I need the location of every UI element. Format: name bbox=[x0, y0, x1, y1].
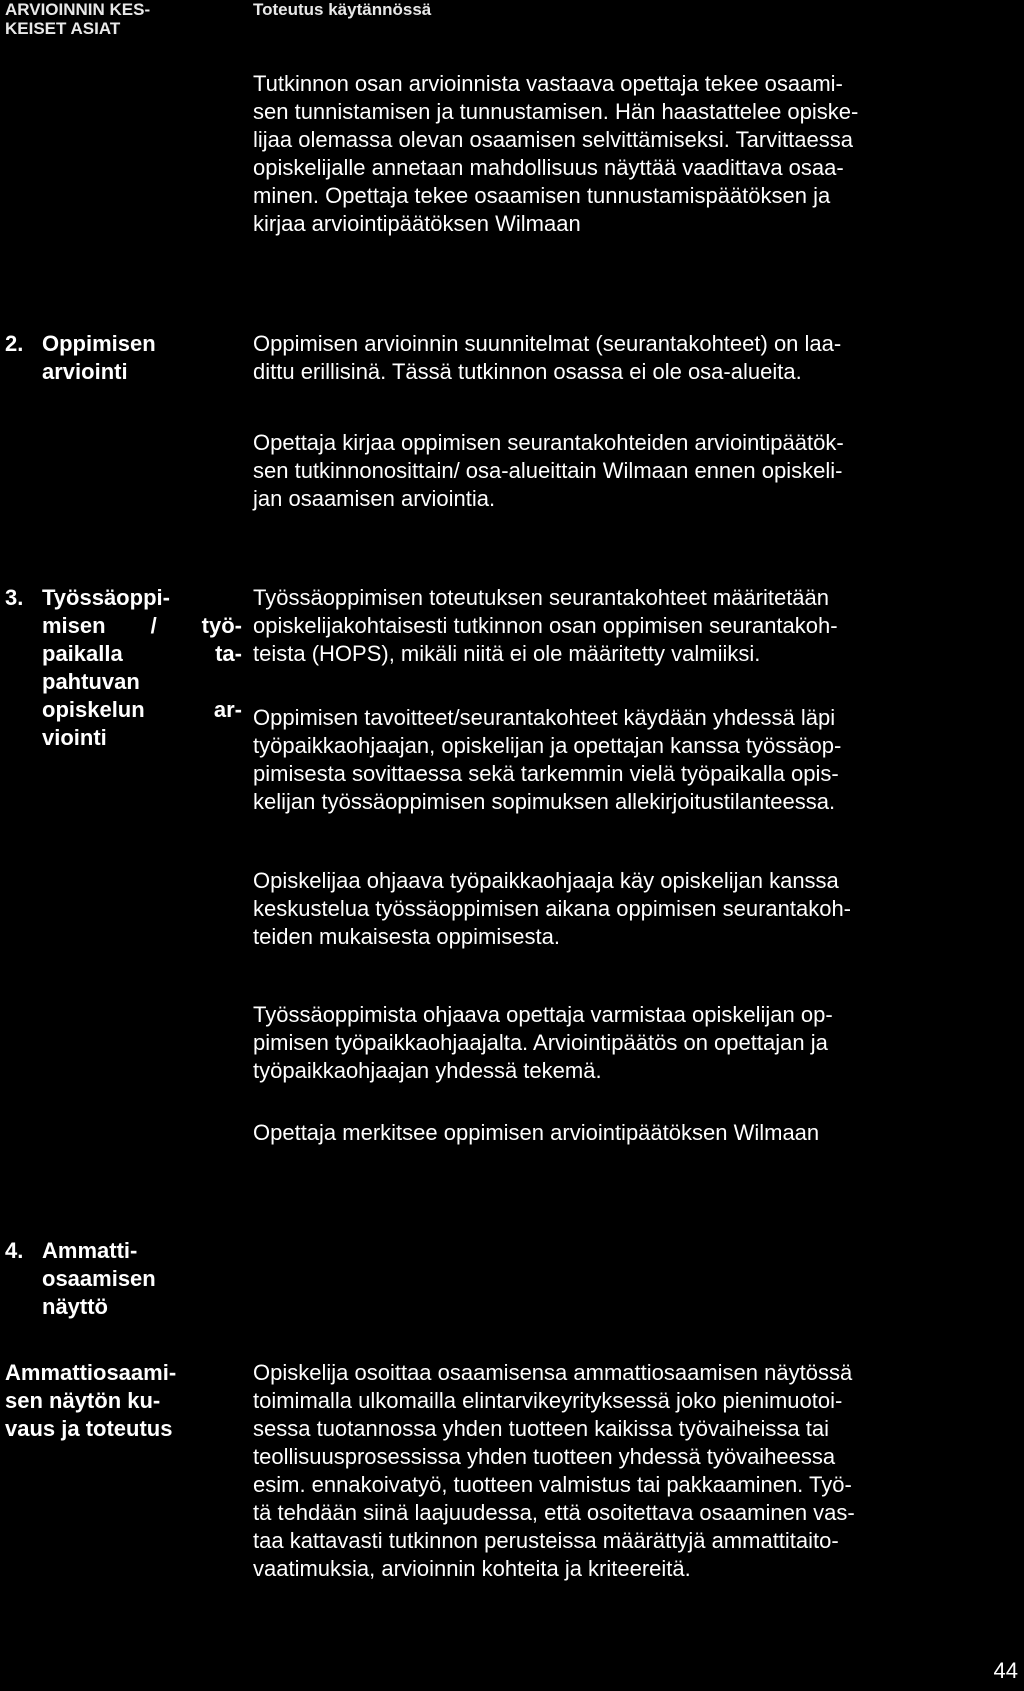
section-3-label-line bbox=[42, 640, 242, 668]
intro-paragraph bbox=[253, 70, 1013, 238]
section-4-sub-label-line: vaus ja toteutus bbox=[5, 1416, 173, 1441]
text-line: Opettaja merkitsee oppimisen arviointipäätöksen Wilmaan bbox=[253, 1120, 820, 1145]
column-header-assessment-items-line1: ARVIOINNIN KES- bbox=[5, 0, 151, 19]
section-3-label bbox=[42, 584, 242, 752]
section-3-label-line bbox=[42, 696, 242, 724]
section-4-sub-label bbox=[5, 1359, 176, 1443]
label-word: pahtuvan bbox=[42, 669, 140, 694]
section-2-label-line: Oppimisen bbox=[42, 331, 156, 356]
section-3-label-line bbox=[42, 724, 242, 752]
text-line: Opiskelija osoittaa osaamisensa ammattiosaamisen näytössä bbox=[253, 1360, 853, 1385]
section-4-label-line: näyttö bbox=[42, 1294, 108, 1319]
label-word: paikalla bbox=[42, 641, 123, 666]
section-3-paragraph-2 bbox=[253, 704, 1013, 816]
text-line: Opiskelijaa ohjaava työpaikkaohjaaja käy opiskelijan kanssa bbox=[253, 868, 839, 893]
text-line: minen. Opettaja tekee osaamisen tunnustamispäätöksen ja bbox=[253, 183, 831, 208]
text-line: teollisuusprosessissa yhden tuotteen yhdessä työvaiheessa bbox=[253, 1444, 836, 1469]
text-line: tä tehdään siinä laajuudessa, että osoitettava osaaminen vas- bbox=[253, 1500, 855, 1525]
section-2-label bbox=[42, 330, 156, 386]
section-4-paragraph bbox=[253, 1359, 1013, 1583]
text-line: Oppimisen tavoitteet/seurantakohteet käydään yhdessä läpi bbox=[253, 705, 836, 730]
section-2-paragraph-2 bbox=[253, 429, 1013, 513]
section-2-paragraph-1 bbox=[253, 330, 1013, 386]
text-line: sen tunnistamisen ja tunnustamisen. Hän haastattelee opiske- bbox=[253, 99, 859, 124]
section-4-sub-label-line: sen näytön ku- bbox=[5, 1388, 161, 1413]
text-line: opiskelijalle annetaan mahdollisuus näyttää vaadittava osaa- bbox=[253, 155, 844, 180]
text-line: Työssäoppimista ohjaava opettaja varmistaa opiskelijan op- bbox=[253, 1002, 833, 1027]
section-3-paragraph-4 bbox=[253, 1001, 1013, 1085]
section-2-number: 2. bbox=[5, 331, 24, 356]
section-4-label-line: Ammatti- bbox=[42, 1238, 138, 1263]
text-line: dittu erillisinä. Tässä tutkinnon osassa ei ole osa-alueita. bbox=[253, 359, 802, 384]
label-word: Työssäoppi- bbox=[42, 585, 170, 610]
text-line: taa kattavasti tutkinnon perusteissa määrättyjä ammattitaito- bbox=[253, 1528, 839, 1553]
section-4-number: 4. bbox=[5, 1238, 24, 1263]
section-3-paragraph-5 bbox=[253, 1119, 1013, 1147]
section-4-sub-label-line: Ammattiosaami- bbox=[5, 1360, 177, 1385]
text-line: työpaikkaohjaajan, opiskelijan ja opettajan kanssa työssäop- bbox=[253, 733, 842, 758]
column-header-assessment-items-line2: KEISET ASIAT bbox=[5, 19, 121, 38]
text-line: teiden mukaisesta oppimisesta. bbox=[253, 924, 560, 949]
column-header-assessment-items bbox=[5, 0, 150, 38]
text-line: vaatimuksia, arvioinnin kohteita ja kriteereitä. bbox=[253, 1556, 691, 1581]
text-line: jan osaamisen arviointia. bbox=[253, 486, 496, 511]
section-3-number: 3. bbox=[5, 585, 24, 610]
section-4-label-line: osaamisen bbox=[42, 1266, 156, 1291]
page-number: 44 bbox=[993, 1658, 1018, 1683]
text-line: lijaa olemassa olevan osaamisen selvittämiseksi. Tarvittaessa bbox=[253, 127, 853, 152]
column-header-implementation: Toteutus käytännössä bbox=[253, 0, 432, 19]
text-line: toimimalla ulkomailla elintarvikeyrityksessä joko pienimuotoi- bbox=[253, 1388, 843, 1413]
text-line: sessa tuotannossa yhden tuotteen kaikissa työvaiheissa tai bbox=[253, 1416, 830, 1441]
text-line: esim. ennakoivatyö, tuotteen valmistus tai pakkaaminen. Työ- bbox=[253, 1472, 852, 1497]
section-3-label-line bbox=[42, 584, 242, 612]
text-line: keskustelua työssäoppimisen aikana oppimisen seurantakoh- bbox=[253, 896, 852, 921]
section-3-paragraph-1 bbox=[253, 584, 1013, 668]
text-line: teista (HOPS), mikäli niitä ei ole määritetty valmiiksi. bbox=[253, 641, 761, 666]
text-line: sen tutkinnonosittain/ osa-alueittain Wilmaan ennen opiskeli- bbox=[253, 458, 843, 483]
label-word: viointi bbox=[42, 725, 107, 750]
text-line: Tutkinnon osan arvioinnista vastaava opettaja tekee osaami- bbox=[253, 71, 843, 96]
label-word: opiskelun bbox=[42, 697, 145, 722]
text-line: kirjaa arviointipäätöksen Wilmaan bbox=[253, 211, 581, 236]
section-4-label bbox=[42, 1237, 156, 1321]
text-line: työpaikkaohjaajan yhdessä tekemä. bbox=[253, 1058, 602, 1083]
text-line: Työssäoppimisen toteutuksen seurantakohteet määritetään bbox=[253, 585, 830, 610]
label-word: ar- bbox=[213, 697, 242, 722]
label-word: misen bbox=[42, 613, 106, 638]
section-3-label-line bbox=[42, 668, 242, 696]
section-3-paragraph-3 bbox=[253, 867, 1013, 951]
section-3-label-line bbox=[42, 612, 242, 640]
text-line: pimisesta sovittaessa sekä tarkemmin vielä työpaikalla opis- bbox=[253, 761, 839, 786]
text-line: Opettaja kirjaa oppimisen seurantakohteiden arviointipäätök- bbox=[253, 430, 844, 455]
label-word: ta- bbox=[215, 641, 242, 666]
section-2-label-line: arviointi bbox=[42, 359, 128, 384]
text-line: kelijan työssäoppimisen sopimuksen allekirjoitustilanteessa. bbox=[253, 789, 836, 814]
label-word: työ- bbox=[201, 613, 242, 638]
text-line: opiskelijakohtaisesti tutkinnon osan oppimisen seurantakoh- bbox=[253, 613, 838, 638]
text-line: pimisen työpaikkaohjaajalta. Arviointipäätös on opettajan ja bbox=[253, 1030, 828, 1055]
label-word: / bbox=[150, 613, 157, 638]
text-line: Oppimisen arvioinnin suunnitelmat (seurantakohteet) on laa- bbox=[253, 331, 842, 356]
